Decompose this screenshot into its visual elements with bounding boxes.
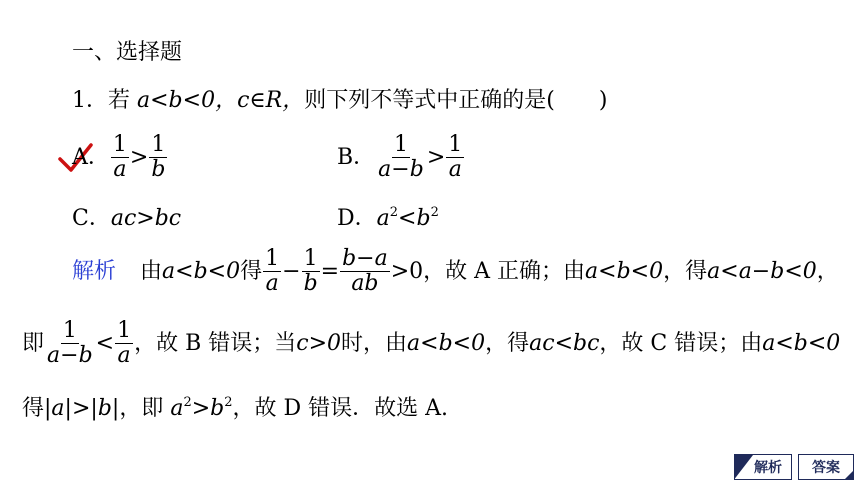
option-a-label: A． <box>72 144 110 170</box>
option-d-exp2: 2 <box>430 205 439 220</box>
analysis-minus: − <box>282 258 301 284</box>
option-c-expr: ac>bc <box>110 206 182 231</box>
analysis-text: 得 <box>240 258 263 284</box>
analysis-line-1 <box>72 248 839 295</box>
option-a-fraction-2: $\frac{1}{b}$ <box>151 132 166 182</box>
analysis-fraction-2: $\frac{1}{b}$ <box>303 246 318 296</box>
option-b-fraction-1: $\frac{1}{a-b}$ <box>378 132 424 182</box>
explain-button[interactable] <box>734 454 792 480</box>
analysis-text: 即 <box>22 330 45 356</box>
analysis-math: c>0 <box>296 330 342 356</box>
analysis-text: >0，故 A 正确；由 <box>390 258 586 284</box>
option-a-relation: > <box>129 144 149 170</box>
analysis-math: a<b<0 <box>585 258 664 284</box>
analysis-math: ac<bc <box>529 330 600 356</box>
analysis-text: ，故 C 错误；由 <box>599 330 763 356</box>
analysis-less-than: < <box>95 330 115 356</box>
analysis-text: ，得 <box>485 330 530 356</box>
option-b-fraction-2: $\frac{1}{a}$ <box>448 132 463 182</box>
analysis-text: 时，由 <box>341 330 408 356</box>
option-c[interactable] <box>72 206 181 232</box>
analysis-exp: 2 <box>183 395 192 410</box>
analysis-math: a<b<0 <box>162 258 241 284</box>
analysis-math: a <box>51 396 65 421</box>
analysis-text: |>| <box>64 396 98 421</box>
analysis-math: a<a−b<0 <box>707 258 817 284</box>
option-d-rel: < <box>398 206 417 231</box>
analysis-math: a<b<0 <box>762 330 841 356</box>
analysis-equals: = <box>320 258 340 284</box>
analysis-text: ，故 D 错误．故选 A. <box>232 396 449 421</box>
question-number: 1． <box>72 88 108 113</box>
nav-buttons <box>734 454 854 482</box>
option-d-label: D． <box>337 206 377 231</box>
section-title: 一、选择题 <box>72 40 183 65</box>
analysis-line-2 <box>22 320 840 367</box>
analysis-text: ， <box>816 258 839 284</box>
analysis-line-3 <box>22 396 448 422</box>
analysis-math: b <box>210 396 225 421</box>
analysis-text: ，故 B 错误；当 <box>134 330 297 356</box>
answer-button-label: 答案 <box>812 460 840 476</box>
analysis-fraction-4: $\frac{1}{a-b}$ <box>47 318 93 368</box>
analysis-tag: 解析 <box>72 258 117 284</box>
option-a-fraction-1: $\frac{1}{a}$ <box>112 132 127 182</box>
option-d-b: b <box>416 206 431 231</box>
option-d-exp: 2 <box>389 205 399 220</box>
question-stem <box>72 88 607 114</box>
analysis-text: 由 <box>140 258 163 284</box>
option-b-label: B． <box>337 144 376 170</box>
analysis-math: a<b<0 <box>407 330 486 356</box>
answer-button[interactable] <box>798 454 854 480</box>
analysis-text: 得| <box>22 396 52 421</box>
analysis-text: > <box>191 396 211 421</box>
analysis-fraction-1: $\frac{1}{a}$ <box>265 246 280 296</box>
option-d-a: a <box>376 206 390 231</box>
analysis-math: b <box>97 396 112 421</box>
analysis-fraction-3: $\frac{b-a}{ab}$ <box>342 246 388 296</box>
question-condition: a<b<0，c∈R， <box>137 88 305 113</box>
option-b[interactable] <box>337 134 465 181</box>
question-pre: 若 <box>108 88 137 113</box>
question-post: 则下列不等式中正确的是( ) <box>304 88 608 113</box>
option-d[interactable] <box>337 206 439 232</box>
option-b-relation: > <box>426 144 446 170</box>
analysis-text: |，即 <box>111 396 171 421</box>
analysis-math: a <box>170 396 184 421</box>
analysis-text: ，得 <box>663 258 708 284</box>
analysis-exp: 2 <box>224 395 233 410</box>
option-c-label: C． <box>72 206 111 231</box>
analysis-fraction-5: $\frac{1}{a}$ <box>117 318 132 368</box>
explain-button-label: 解析 <box>754 460 782 476</box>
option-a[interactable] <box>72 134 168 181</box>
